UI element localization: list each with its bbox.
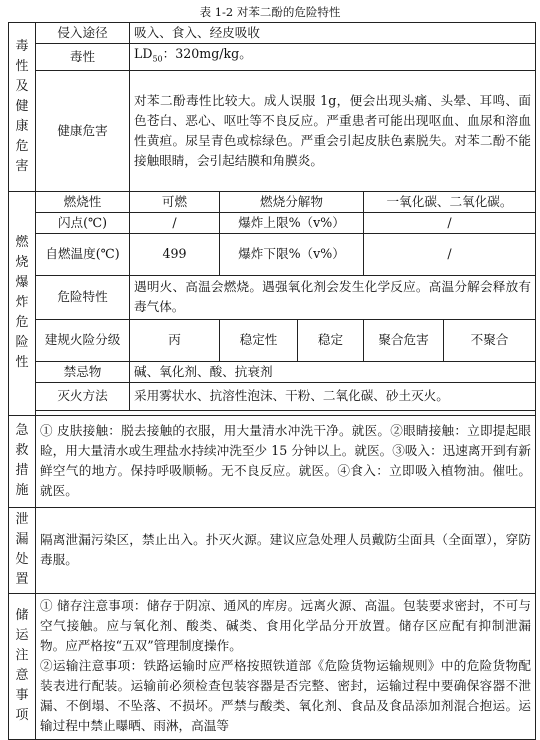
category-toxicity-label: 毒 性 及 健 康 危 害 [15, 38, 29, 174]
autoignition-label: 自燃温度(℃) [36, 233, 130, 275]
ld-subscript: 50 [152, 54, 163, 64]
fire-class-label: 建规火险分级 [36, 319, 130, 361]
combustion-value: 一氧化碳、二氧化碳。 [364, 191, 536, 212]
row-flash [9, 212, 536, 233]
stability-value: 稳定 [298, 319, 364, 361]
category-storage-label: 储 运 注 意 事 项 [15, 608, 29, 724]
taboo-label: 禁忌物 [36, 361, 130, 382]
stability-label: 稳定性 [220, 319, 298, 361]
extinguish-label: 灭火方法 [36, 382, 130, 410]
flammability-label: 燃烧性 [36, 191, 130, 212]
row-hazard [9, 275, 536, 319]
hazard-label: 危险特性 [36, 275, 130, 319]
hazard-table [8, 22, 536, 740]
taboo-value: 碱、氧化剂、酸、抗衰剂 [130, 361, 536, 382]
route-value: 吸入、食入、经皮吸收 [130, 23, 536, 44]
category-leak [9, 507, 36, 593]
row-fire-class [9, 319, 536, 361]
flash-value: / [130, 212, 220, 233]
table-caption: 表 1-2 对苯二酚的危险特性 [199, 5, 341, 19]
row-leak [9, 507, 536, 593]
category-toxicity [9, 23, 36, 192]
fire-class-value: 丙 [130, 319, 220, 361]
row-firstaid [9, 415, 536, 507]
row-flammability [9, 191, 536, 212]
health-value: 对苯二酚毒性比较大。成人误服 1g，便会出现头痛、头晕、耳鸣、面色苍白、恶心、呕吐等不良反应。严重患者可能出现呕血、血尿和溶血性黄疸。尿呈青色或棕绿色。严重会引起皮肤色素脱失。对苯二酚不能接触眼睛，会引起结膜和角膜炎。 [130, 70, 536, 191]
row-autoignition [9, 233, 536, 275]
row-taboo [9, 361, 536, 382]
ld-suffix: ：320mg/kg。 [162, 46, 252, 61]
ld-prefix: LD [134, 46, 153, 61]
leak-text: 隔离泄漏污染区，禁止出入。扑灭火源。建议应急处理人员戴防尘面具（全面罩），穿防毒服。 [36, 507, 536, 593]
polymer-value: 不聚合 [444, 319, 536, 361]
hazard-value: 遇明火、高温会燃烧。遇强氧化剂会发生化学反应。高温分解会释放有毒气体。 [130, 275, 536, 319]
category-fire-label: 燃 烧 爆 炸 危 险 性 [15, 235, 29, 371]
extinguish-value: 采用雾状水、抗溶性泡沫、干粉、二氧化碳、砂土灭火。 [130, 382, 536, 410]
flash-label: 闪点(℃) [36, 212, 130, 233]
row-route [9, 23, 536, 44]
category-leak-label: 泄 漏 处 置 [15, 512, 29, 588]
row-extinguish [9, 382, 536, 410]
combustion-label: 燃烧分解物 [220, 191, 364, 212]
toxicity-value [130, 44, 536, 71]
storage-item-1: ① 储存注意事项：储存于阴凉、通风的库房。远离火源、高温。包装要求密封，不可与空气接触。应与氧化剂、酸类、碱类、食用化学品分开放置。储存区应配有抑制泄漏物。应严格按“五双”管理制度操作。 [40, 598, 532, 654]
category-firstaid [9, 415, 36, 507]
polymer-label: 聚合危害 [364, 319, 444, 361]
autoignition-value: 499 [130, 233, 220, 275]
lower-limit-value: / [364, 233, 536, 275]
firstaid-text: ① 皮肤接触：脱去接触的衣服，用大量清水冲洗干净。就医。②眼睛接触：立即提起眼睑，用大量清水或生理盐水持续冲洗至少 15 分钟以上。就医。③吸入：迅速离开到有新鲜空气的地方。保持呼吸顺畅。无不良反应。就医。④食入：立即吸入植物油。催吐。就医。 [36, 415, 536, 507]
category-fire [9, 191, 36, 415]
row-storage [9, 593, 536, 739]
storage-text [36, 593, 536, 739]
flammability-value: 可燃 [130, 191, 220, 212]
category-storage [9, 593, 36, 739]
upper-limit-value: / [364, 212, 536, 233]
storage-item-2: ②运输注意事项：铁路运输时应严格按照铁道部《危险货物运输规则》中的危险货物配装表进行配装。运输前必须检查包装容器是否完整、密封，运输过程中要确保容器不泄漏、不倒塌、不坠落、不损坏。严禁与酸类、氧化剂、食品及食品添加剂混合抱运。运输过程中禁止曝晒、雨淋，高温等 [40, 658, 532, 734]
category-firstaid-label: 急 救 措 施 [15, 423, 29, 499]
upper-limit-label: 爆炸上限%（v%） [220, 212, 364, 233]
route-label: 侵入途径 [36, 23, 130, 44]
row-health [9, 70, 536, 191]
health-label: 健康危害 [36, 70, 130, 191]
row-toxicity [9, 44, 536, 71]
toxicity-label: 毒性 [36, 44, 130, 71]
lower-limit-label: 爆炸下限%（v%） [220, 233, 364, 275]
